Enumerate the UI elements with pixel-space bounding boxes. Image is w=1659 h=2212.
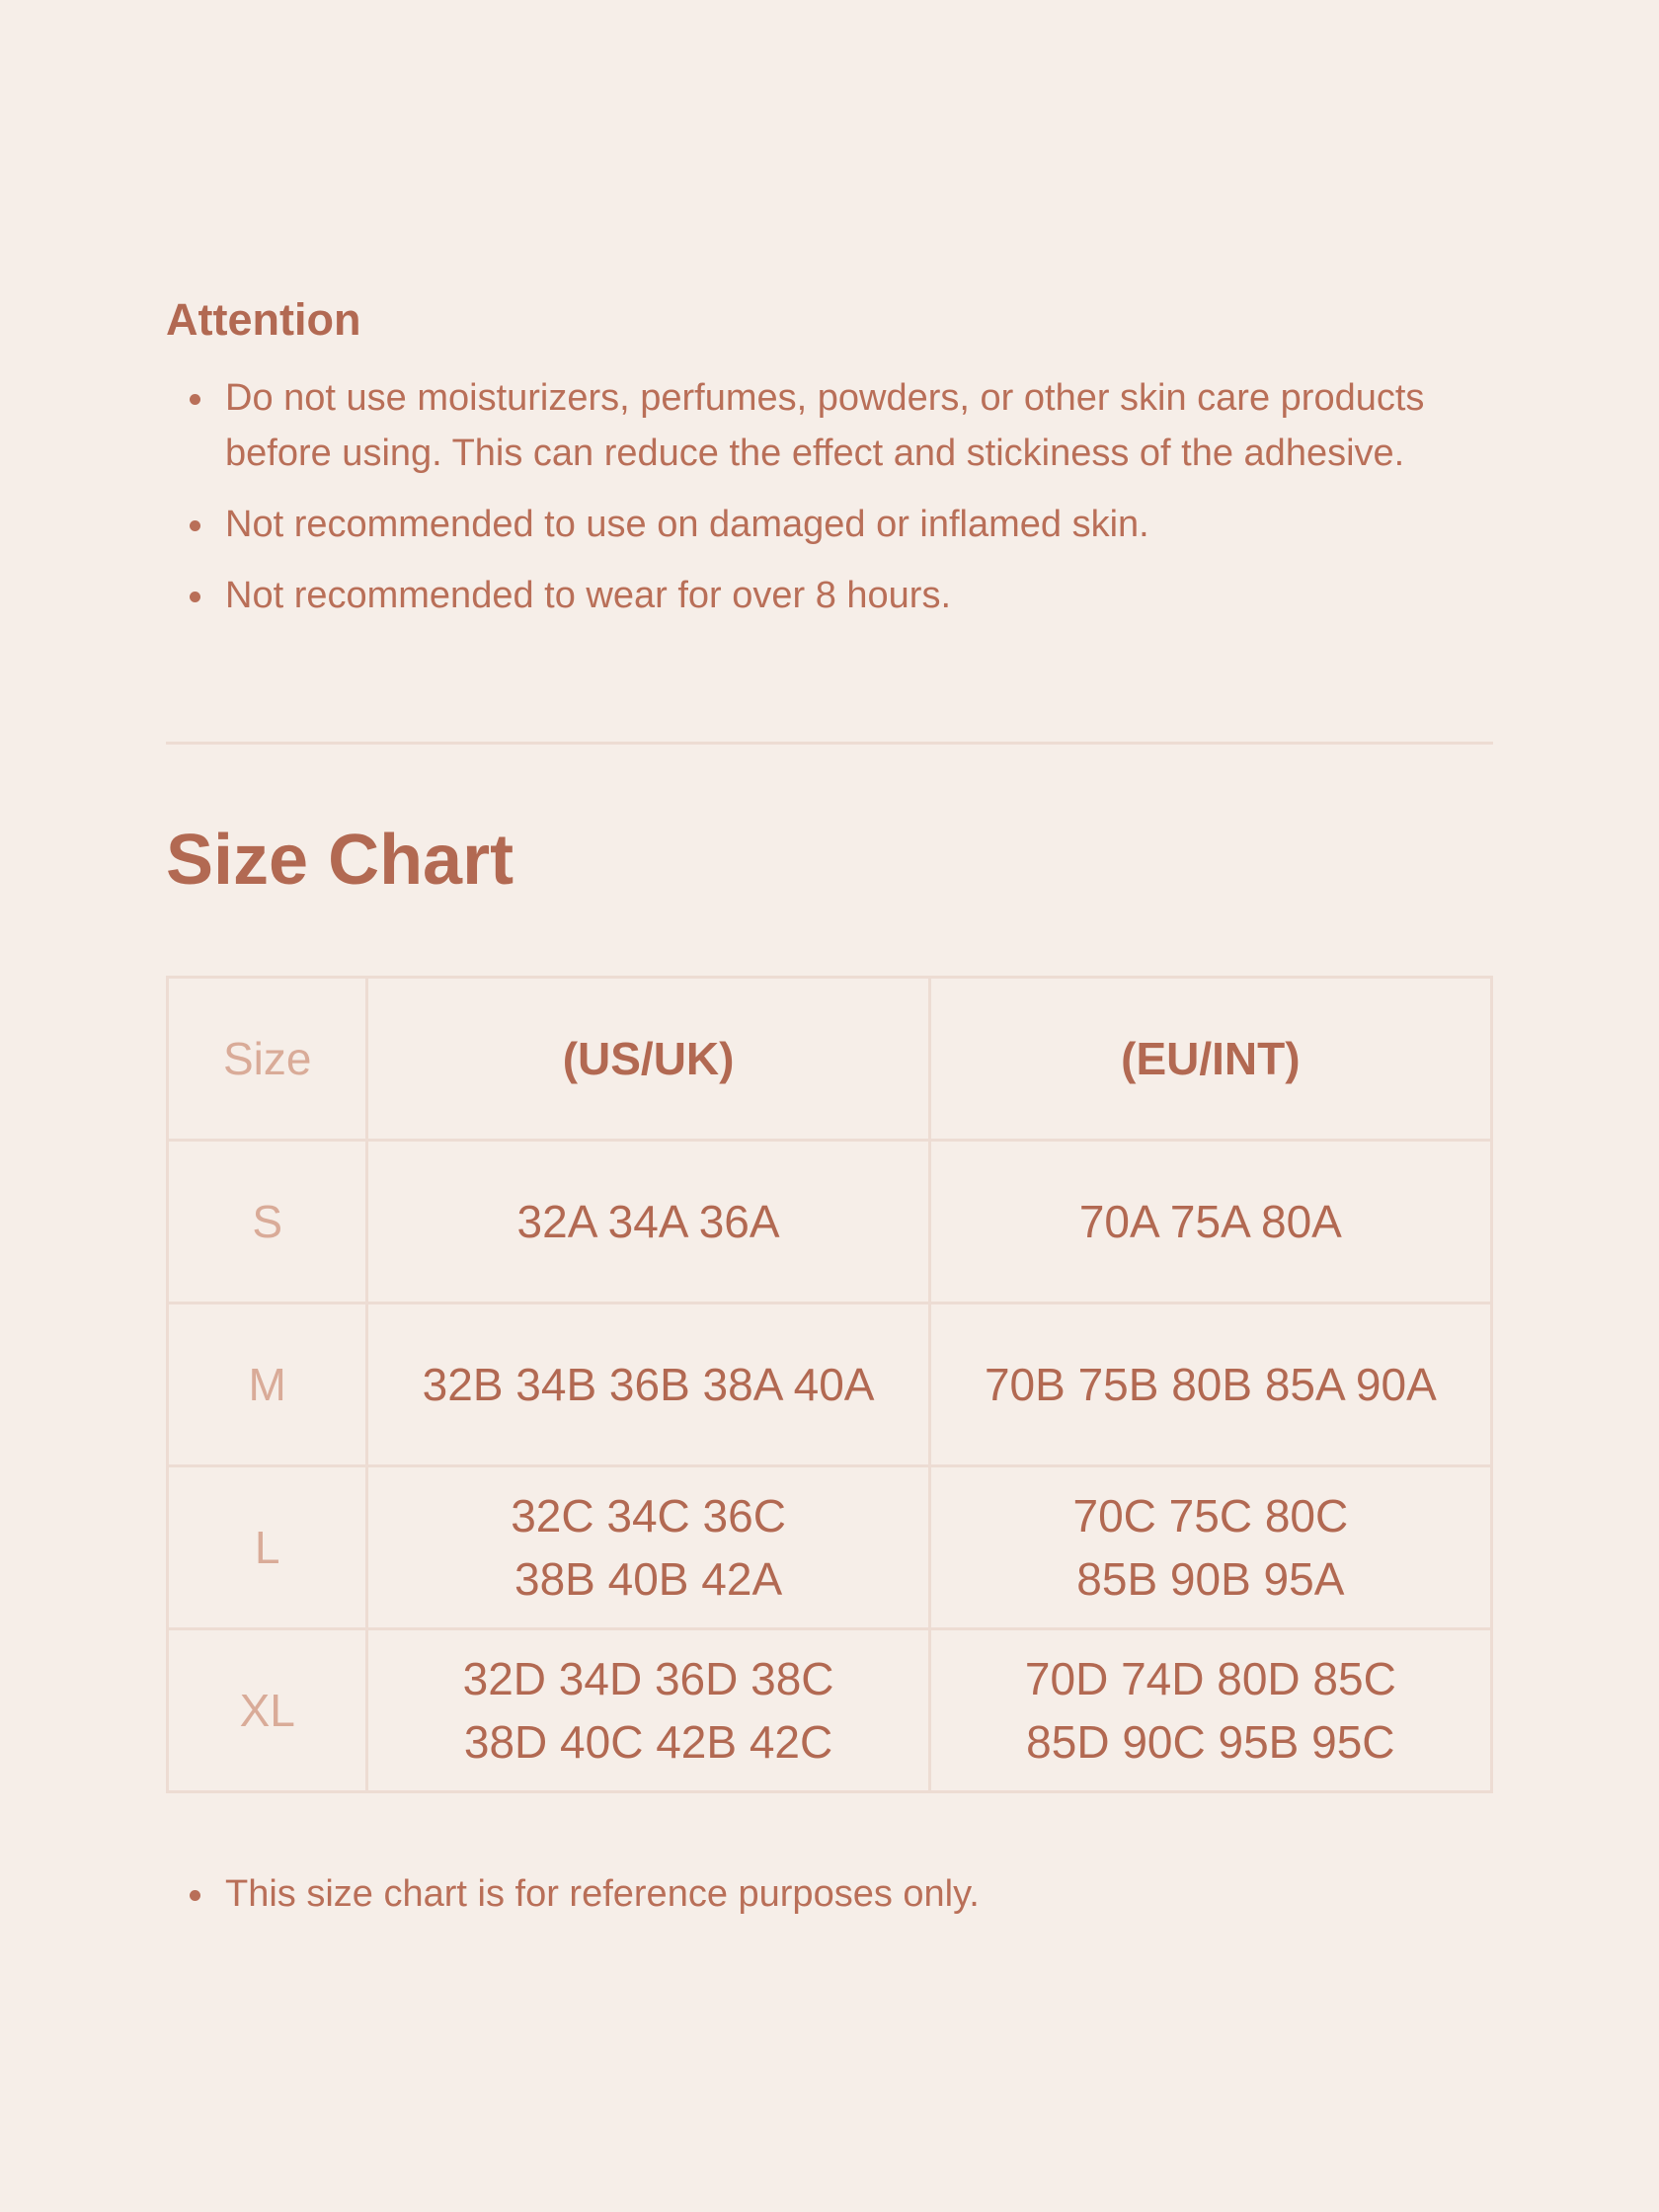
- size-chart-table: [166, 976, 1493, 1793]
- size-cell: M: [168, 1304, 367, 1466]
- us-uk-cell: [367, 1629, 929, 1792]
- section-divider: [166, 742, 1493, 745]
- eu-int-cell: [929, 1629, 1491, 1792]
- cell-line: 70B 75B 80B 85A 90A: [984, 1359, 1437, 1410]
- footnote-item: This size chart is for reference purposes only.: [166, 1866, 1489, 1922]
- us-uk-cell: [367, 1141, 929, 1304]
- us-uk-cell: [367, 1304, 929, 1466]
- cell-line: 32D 34D 36D 38C: [462, 1653, 834, 1704]
- cell-line: 32C 34C 36C: [511, 1490, 786, 1541]
- cell-line: 70C 75C 80C: [1072, 1490, 1349, 1541]
- eu-int-cell: [929, 1141, 1491, 1304]
- eu-int-cell: [929, 1466, 1491, 1629]
- footnote-list: [166, 1866, 1489, 1937]
- size-cell: XL: [168, 1629, 367, 1792]
- table-row: [168, 1466, 1492, 1629]
- table-row: [168, 1629, 1492, 1792]
- attention-heading: Attention: [166, 294, 361, 345]
- attention-item: Do not use moisturizers, perfumes, powders, or other skin care products before using. This can reduce the effect and stickiness of the adhesive.: [166, 370, 1489, 481]
- table-header-row: [168, 978, 1492, 1141]
- attention-list: [166, 370, 1489, 639]
- size-chart-heading: Size Chart: [166, 821, 514, 900]
- table-row: [168, 1141, 1492, 1304]
- cell-line: 85D 90C 95B 95C: [1026, 1716, 1395, 1768]
- header-us-uk: (US/UK): [367, 978, 929, 1141]
- header-size: Size: [168, 978, 367, 1141]
- size-cell: L: [168, 1466, 367, 1629]
- eu-int-cell: [929, 1304, 1491, 1466]
- table-row: [168, 1304, 1492, 1466]
- cell-line: 38B 40B 42A: [514, 1553, 783, 1605]
- cell-line: 85B 90B 95A: [1076, 1553, 1345, 1605]
- us-uk-cell: [367, 1466, 929, 1629]
- cell-line: 32A 34A 36A: [516, 1196, 780, 1247]
- attention-item: Not recommended to use on damaged or inflamed skin.: [166, 497, 1489, 552]
- size-cell: S: [168, 1141, 367, 1304]
- cell-line: 38D 40C 42B 42C: [463, 1716, 833, 1768]
- cell-line: 70D 74D 80D 85C: [1024, 1653, 1396, 1704]
- cell-line: 70A 75A 80A: [1078, 1196, 1342, 1247]
- attention-item: Not recommended to wear for over 8 hours.: [166, 568, 1489, 623]
- cell-line: 32B 34B 36B 38A 40A: [422, 1359, 875, 1410]
- header-eu-int: (EU/INT): [929, 978, 1491, 1141]
